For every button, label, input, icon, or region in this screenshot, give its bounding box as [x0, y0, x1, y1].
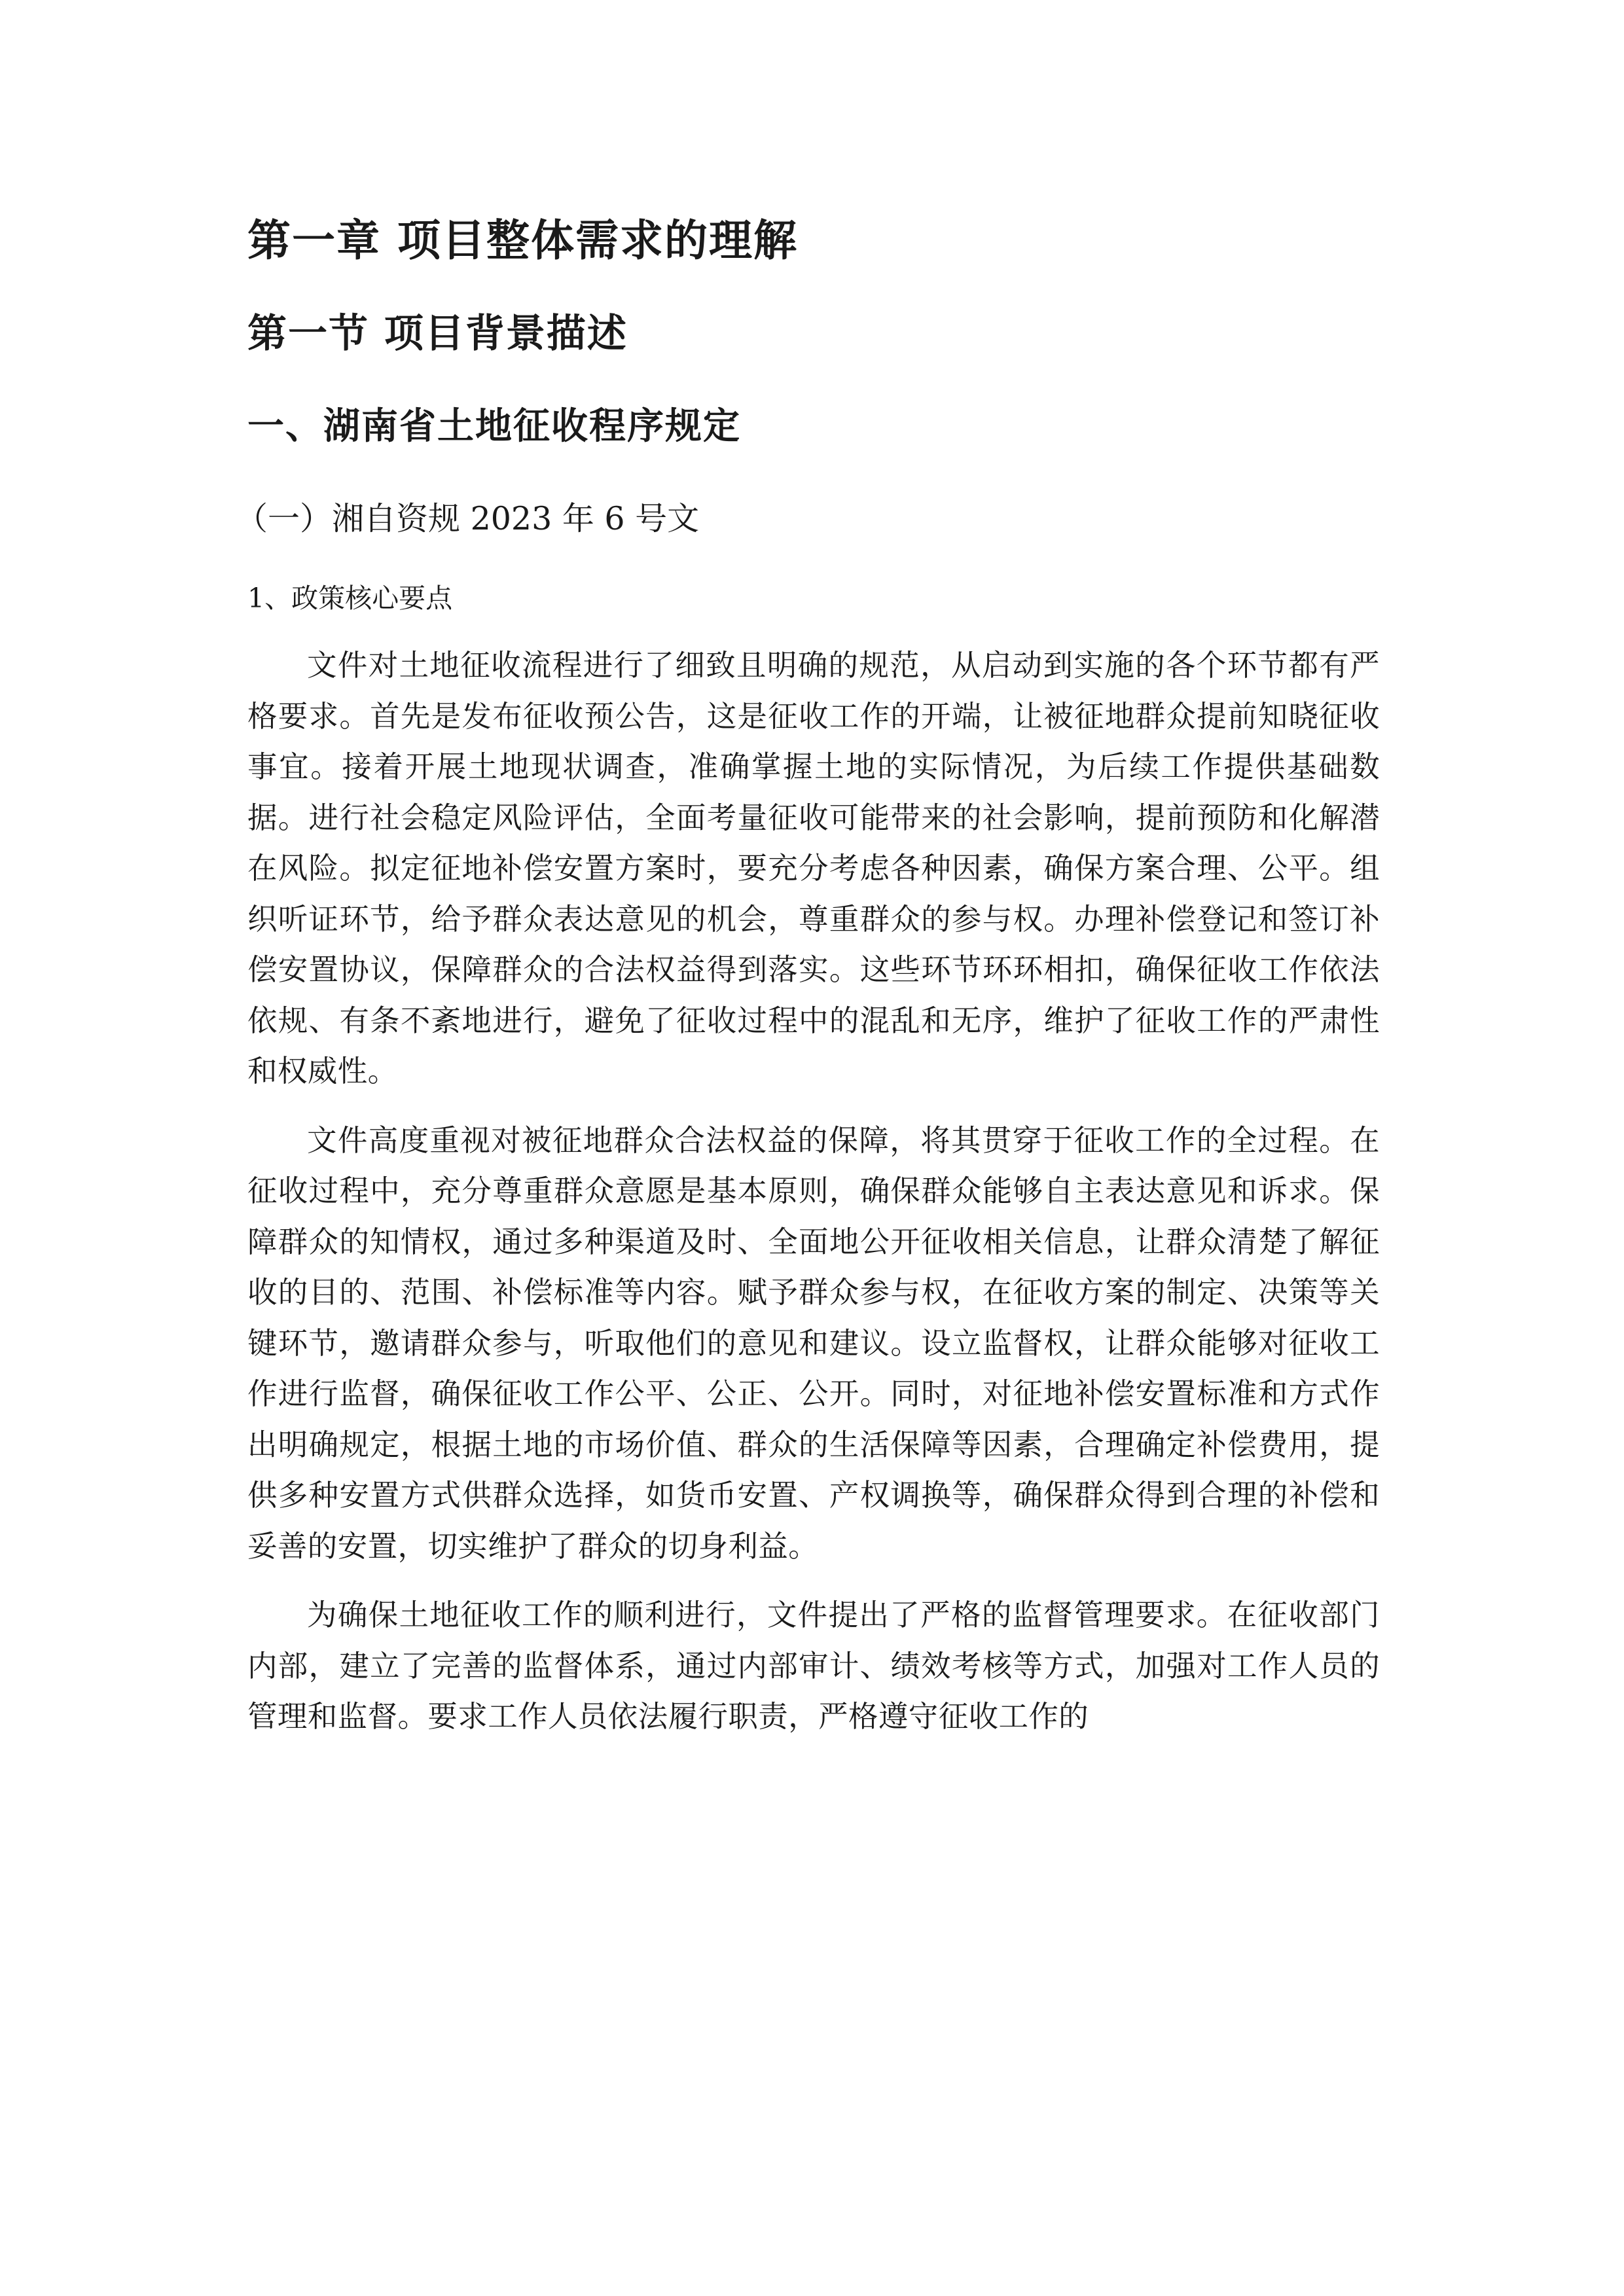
point-title: 1、政策核心要点 — [247, 583, 453, 614]
chapter-title: 第一章 项目整体需求的理解 — [247, 215, 798, 266]
section-title: 第一节 项目背景描述 — [247, 311, 628, 357]
document-body — [236, 208, 1380, 1761]
paragraph-rights: 文件高度重视对被征地群众合法权益的保障，将其贯穿于征收工作的全过程。在征收过程中，充分尊重群众意愿是基本原则，确保群众能够自主表达意见和诉求。保障群众的知情权，通过多种渠道及时、全面地公开征收相关信息，让群众清楚了解征收的目的、范围、补偿标准等内容。赋予群众参与权，在征收方案的制定、决策等关键环节，邀请群众参与，听取他们的意见和建议。设立监督权，让群众能够对征收工作进行监督，确保征收工作公平、公正、公开。同时，对征地补偿安置标准和方式作出明确规定，根据土地的市场价值、群众的生活保障等因素，合理确定补偿费用，提供多种安置方式供群众选择，如货币安置、产权调换等，确保群众得到合理的补偿和妥善的安置，切实维护了群众的切身利益。 — [247, 1122, 1380, 1564]
sub-subsection-title: （一）湘自资规 2023 年 6 号文 — [236, 500, 700, 537]
subsection-title: 一、湖南省土地征收程序规定 — [247, 405, 741, 448]
paragraph-process: 文件对土地征收流程进行了细致且明确的规范，从启动到实施的各个环节都有严格要求。首先是发布征收预公告，这是征收工作的开端，让被征地群众提前知晓征收事宜。接着开展土地现状调查，准确掌握土地的实际情况，为后续工作提供基础数据。进行社会稳定风险评估，全面考量征收可能带来的社会影响，提前预防和化解潜在风险。拟定征地补偿安置方案时，要充分考虑各种因素，确保方案合理、公平。组织听证环节，给予群众表达意见的机会，尊重群众的参与权。办理补偿登记和签订补偿安置协议，保障群众的合法权益得到落实。这些环节环环相扣，确保征收工作依法依规、有条不紊地进行，避免了征收过程中的混乱和无序，维护了征收工作的严肃性和权威性。 — [247, 648, 1380, 1088]
paragraph-supervision: 为确保土地征收工作的顺利进行，文件提出了严格的监督管理要求。在征收部门内部，建立了完善的监督体系，通过内部审计、绩效考核等方式，加强对工作人员的管理和监督。要求工作人员依法履行职责，严格遵守征收工作的 — [247, 1598, 1380, 1734]
